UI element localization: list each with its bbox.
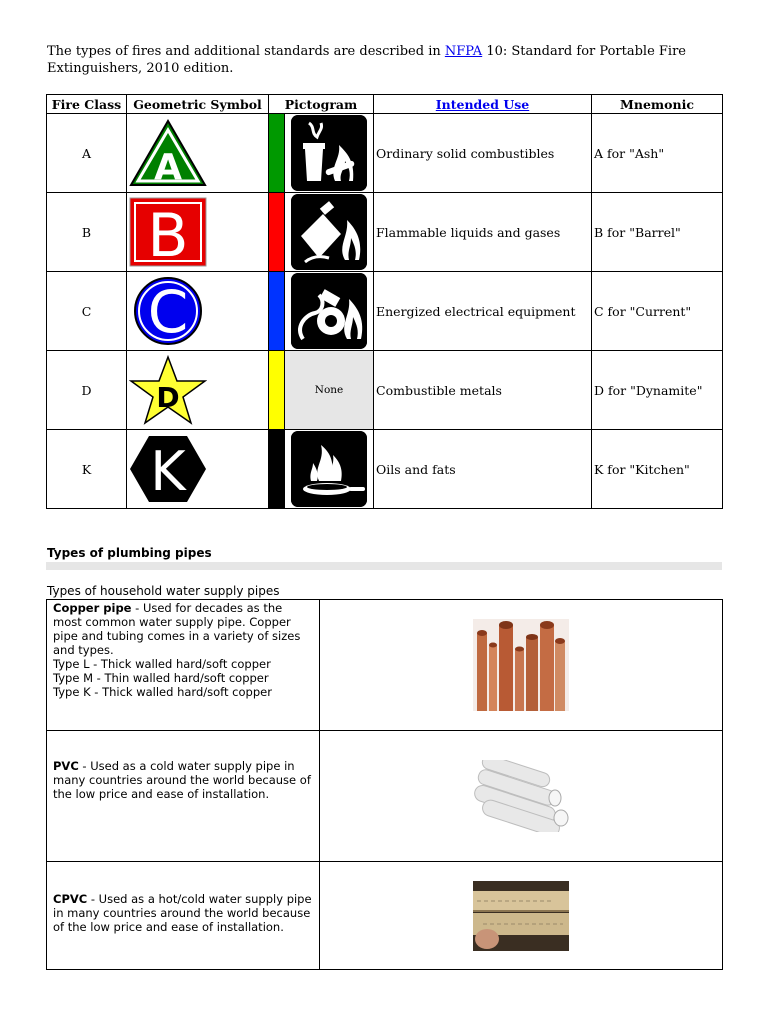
intended-use-cell: Ordinary solid combustibles [374, 114, 592, 193]
fire-class-cell: A [47, 114, 127, 193]
pipe-type-line: Type M - Thin walled hard/soft copper [53, 671, 269, 685]
table-row [47, 272, 723, 351]
header-pictogram: Pictogram [269, 95, 374, 114]
plumbing-subtitle: Types of household water supply pipes [47, 584, 280, 598]
class-color-bar [269, 193, 285, 272]
pipe-image-cell [320, 731, 723, 862]
symbol-letter-text: C [147, 278, 189, 346]
plumbing-section-title: Types of plumbing pipes [47, 546, 212, 560]
nfpa-link[interactable]: NFPA [444, 44, 483, 59]
header-fire-class: Fire Class [47, 95, 127, 114]
fire-class-cell: C [47, 272, 127, 351]
pipe-types-table [46, 599, 723, 970]
electric-plug-fire-icon [291, 273, 367, 349]
pictogram-cell [285, 114, 374, 193]
pipe-description: - Used for decades as the most common water supply pipe. Copper pipe and tubing comes in a variety of sizes and types. [53, 601, 301, 657]
intro-paragraph [47, 43, 707, 77]
pipe-description: - Used as a hot/cold water supply pipe in many countries around the world because of the low price and ease of installation. [53, 892, 312, 934]
header-mnemonic: Mnemonic [592, 95, 723, 114]
symbol-cell [127, 351, 269, 430]
symbol-cell [127, 272, 269, 351]
header-intended-use [374, 95, 592, 114]
symbol-cell [127, 430, 269, 509]
class-color-bar [269, 351, 285, 430]
table-row [47, 731, 723, 862]
mnemonic-cell: B for "Barrel" [592, 193, 723, 272]
intro-text-before: The types of fires and additional standards are described in [47, 44, 445, 59]
class-k-hexagon-symbol [129, 434, 207, 504]
pictogram-cell: None [285, 351, 374, 430]
intended-use-cell: Oils and fats [374, 430, 592, 509]
pipe-name: CPVC [53, 892, 88, 906]
header-geometric-symbol: Geometric Symbol [127, 95, 269, 114]
pipe-image-cell [320, 862, 723, 970]
pipe-image-cell [320, 600, 723, 731]
fire-class-cell: K [47, 430, 127, 509]
pictogram-cell [285, 193, 374, 272]
pictogram-cell [285, 430, 374, 509]
copper-pipes-image [473, 619, 569, 711]
fire-table-header-row [47, 95, 723, 114]
class-b-square-symbol [129, 197, 207, 267]
trash-can-fire-icon [291, 115, 367, 191]
class-color-bar [269, 430, 285, 509]
fire-class-cell: B [47, 193, 127, 272]
mnemonic-cell: A for "Ash" [592, 114, 723, 193]
symbol-letter-text: A [154, 147, 182, 188]
section-divider-bar [46, 562, 722, 570]
table-row [47, 430, 723, 509]
table-row [47, 600, 723, 731]
symbol-letter-text: B [147, 201, 189, 267]
symbol-cell [127, 193, 269, 272]
symbol-letter-text: D [156, 381, 180, 414]
table-row [47, 114, 723, 193]
fire-class-table [46, 94, 723, 509]
pipe-name: PVC [53, 759, 79, 773]
pipe-name: Copper pipe [53, 601, 132, 615]
intended-use-cell: Flammable liquids and gases [374, 193, 592, 272]
class-d-star-symbol [129, 355, 207, 425]
pvc-pipes-image [471, 760, 571, 832]
mnemonic-cell: K for "Kitchen" [592, 430, 723, 509]
cpvc-pipes-image [473, 881, 569, 951]
pipe-description: - Used as a cold water supply pipe in many countries around the world because of the low price and ease of installation. [53, 759, 311, 801]
table-row [47, 193, 723, 272]
frying-pan-fire-icon [291, 431, 367, 507]
pipe-description-cell [47, 600, 320, 731]
mnemonic-cell: C for "Current" [592, 272, 723, 351]
mnemonic-cell: D for "Dynamite" [592, 351, 723, 430]
intended-use-cell: Combustible metals [374, 351, 592, 430]
class-c-circle-symbol [129, 276, 207, 346]
table-row [47, 351, 723, 430]
class-color-bar [269, 272, 285, 351]
intended-use-cell: Energized electrical equipment [374, 272, 592, 351]
fire-class-cell: D [47, 351, 127, 430]
pictogram-cell [285, 272, 374, 351]
class-a-triangle-symbol [129, 118, 207, 188]
symbol-cell [127, 114, 269, 193]
pipe-type-line: Type K - Thick walled hard/soft copper [53, 685, 272, 699]
pipe-description-cell [47, 731, 320, 862]
fuel-can-fire-icon [291, 194, 367, 270]
table-row [47, 862, 723, 970]
pipe-description-cell [47, 862, 320, 970]
intended-use-link[interactable]: Intended Use [435, 96, 530, 112]
pipe-type-line: Type L - Thick walled hard/soft copper [53, 657, 271, 671]
intro-text-after: 10: Standard for Portable Fire Extinguishers, 2010 edition. [47, 44, 686, 76]
class-color-bar [269, 114, 285, 193]
symbol-letter-text: K [150, 440, 186, 503]
